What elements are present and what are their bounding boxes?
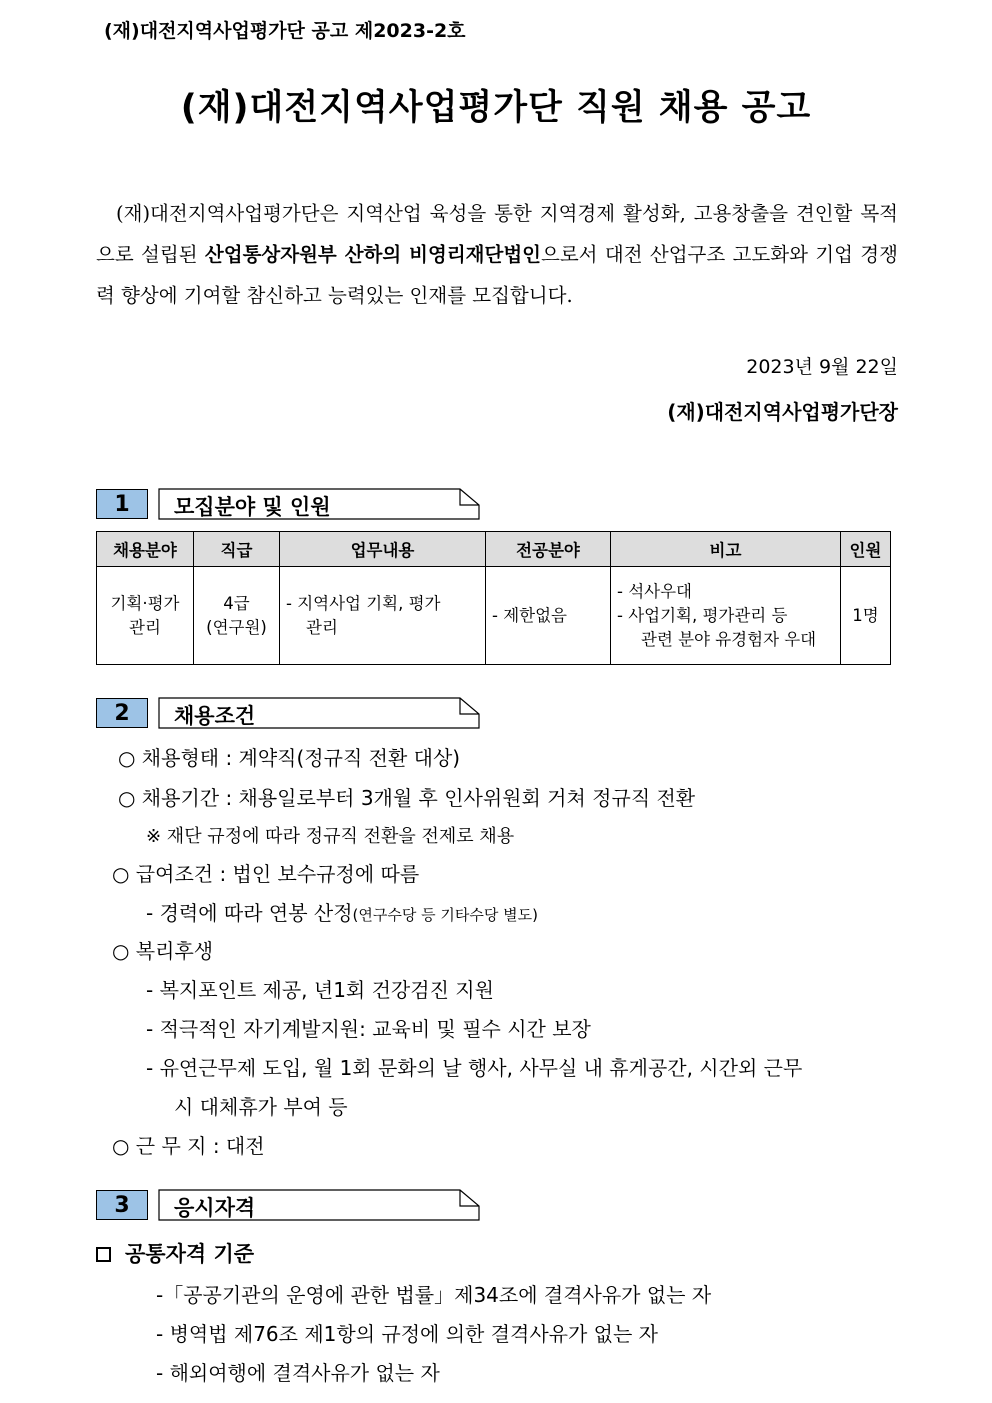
section-label-3: 응시자격	[174, 1196, 256, 1220]
cell-text: 관련 분야 유경험자 우대	[641, 629, 817, 649]
cell-text: 관리	[306, 617, 338, 637]
intro-paragraph	[96, 193, 898, 316]
cell-grade	[194, 567, 280, 665]
condition-employment-type: ○ 채용형태 : 계약직(정규직 전환 대상)	[118, 746, 461, 770]
intro-bold-text: 산업통상자원부 산하의 비영리재단법인	[204, 243, 541, 266]
condition-welfare: ○ 복리후생	[112, 939, 214, 963]
recruitment-table	[96, 531, 891, 665]
section-number-2: 2	[96, 698, 148, 728]
issuer: (재)대전지역사업평가단장	[667, 400, 898, 424]
condition-period-note: ※ 재단 규정에 따라 정규직 전환을 전제로 채용	[146, 826, 515, 847]
checkbox-square-icon	[96, 1247, 111, 1262]
col-header-field: 채용분야	[97, 532, 194, 567]
notice-date: 2023년 9월 22일	[746, 356, 898, 378]
section-label-2: 채용조건	[174, 704, 256, 728]
cell-count	[841, 567, 891, 665]
condition-salary-detail	[146, 897, 538, 926]
cell-text: 관리	[129, 617, 161, 637]
col-header-note: 비고	[611, 532, 841, 567]
qualification-heading-text: 공통자격 기준	[125, 1242, 255, 1266]
intro-text-2: 으로서 대전 산업구조 고도화와 기업 경쟁력 향상에 기여할 참신하고 능력있는 인재를 모집합니다.	[96, 243, 898, 307]
qualification-heading	[96, 1238, 254, 1268]
col-header-count: 인원	[841, 532, 891, 567]
section-number-1: 1	[96, 489, 148, 519]
qualification-item: - 병역법 제76조 제1항의 규정에 의한 결격사유가 없는 자	[156, 1322, 658, 1346]
intro-text-1: (재)대전지역사업평가단은 지역산업 육성을 통한 지역경제 활성화, 고용창출을 견인할 목적으로 설립된	[96, 202, 898, 266]
page-title: (재)대전지역사업평가단 직원 채용 공고	[180, 88, 812, 128]
section-header-2	[158, 697, 480, 729]
salary-detail-small: (연구수당 등 기타수당 별도)	[352, 906, 538, 924]
condition-employment-period: ○ 채용기간 : 채용일로부터 3개월 후 인사위원회 거쳐 정규직 전환	[118, 786, 696, 810]
qualification-item: - 해외여행에 결격사유가 없는 자	[156, 1361, 440, 1385]
cell-text: - 지역사업 기획, 평가	[286, 593, 441, 613]
section-label-1: 모집분야 및 인원	[174, 495, 331, 519]
cell-text: - 제한없음	[492, 605, 567, 625]
cell-text: 4급	[223, 593, 250, 613]
section-header-1	[158, 488, 480, 520]
welfare-item: - 복지포인트 제공, 년1회 건강검진 지원	[146, 978, 494, 1002]
cell-note	[611, 567, 841, 665]
col-header-grade: 직급	[194, 532, 280, 567]
condition-location: ○ 근 무 지 : 대전	[112, 1134, 265, 1158]
cell-text: 기획·평가	[110, 593, 180, 613]
cell-text: - 사업기획, 평가관리 등	[617, 605, 788, 625]
section-number-3: 3	[96, 1190, 148, 1220]
cell-duty	[280, 567, 486, 665]
salary-detail-text: - 경력에 따라 연봉 산정	[146, 901, 353, 925]
welfare-item: - 유연근무제 도입, 월 1회 문화의 날 행사, 사무실 내 휴게공간, 시간외 근무	[146, 1056, 803, 1080]
condition-salary: ○ 급여조건 : 법인 보수규정에 따름	[112, 862, 420, 886]
section-header-3	[158, 1189, 480, 1221]
table-row	[97, 567, 891, 665]
cell-field	[97, 567, 194, 665]
cell-text: (연구원)	[206, 617, 267, 637]
cell-text: - 석사우대	[617, 581, 692, 601]
col-header-major: 전공분야	[486, 532, 611, 567]
welfare-item-continuation: 시 대체휴가 부여 등	[174, 1095, 348, 1119]
qualification-item: -「공공기관의 운영에 관한 법률」제34조에 결격사유가 없는 자	[156, 1283, 712, 1307]
notice-number: (재)대전지역사업평가단 공고 제2023-2호	[104, 20, 466, 42]
col-header-duty: 업무내용	[280, 532, 486, 567]
table-header-row	[97, 532, 891, 567]
welfare-item: - 적극적인 자기계발지원: 교육비 및 필수 시간 보장	[146, 1017, 591, 1041]
cell-text: 1명	[852, 605, 879, 625]
cell-major	[486, 567, 611, 665]
